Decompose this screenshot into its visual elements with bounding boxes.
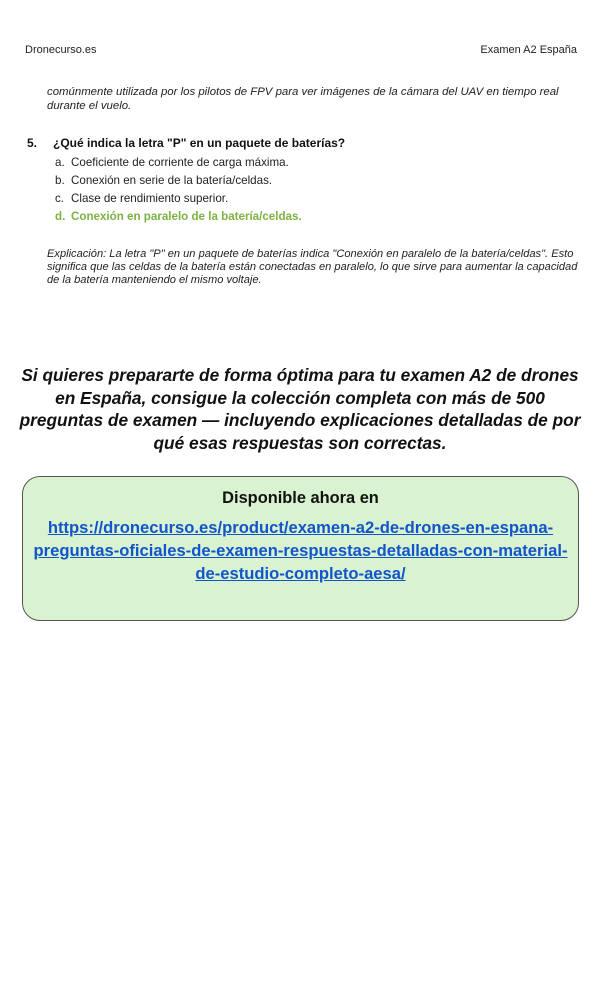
promo-text: Si quieres prepararte de forma óptima para tu examen A2 de drones en España, consigue la colección completa con más de 500 preguntas de examen — incluyendo explicaciones detalladas de por qué esas respuestas son correctas.	[19, 365, 581, 453]
header-site-name: Dronecurso.es	[25, 44, 97, 56]
answer-option-d-correct: d. Conexión en paralelo de la batería/celdas.	[55, 210, 302, 223]
header-doc-title: Examen A2 España	[480, 44, 577, 56]
answer-option-c: c. Clase de rendimiento superior.	[55, 192, 229, 205]
cta-box	[22, 476, 579, 621]
answer-explanation: Explicación: La letra "P" en un paquete de baterías indica "Conexión en paralelo de la batería/celdas". Esto significa que las celdas de la batería están conectadas en paralelo, lo que sirve para aumentar la capacidad de la batería manteniendo el mismo voltaje.	[47, 248, 578, 287]
question-number: 5.	[27, 136, 38, 150]
product-link[interactable]: https://dronecurso.es/product/examen-a2-de-drones-en-espana-preguntas-oficiales-de-examen-respuestas-detalladas-con-material-de-estudio-completo-aesa/	[33, 518, 568, 583]
answer-option-b: b. Conexión en serie de la batería/celdas.	[55, 174, 273, 187]
answer-options	[55, 154, 575, 226]
previous-explanation-continuation: comúnmente utilizada por los pilotos de FPV para ver imágenes de la cámara del UAV en tiempo real durante el vuelo.	[47, 86, 559, 112]
question-heading	[27, 136, 577, 150]
question-text: ¿Qué indica la letra "P" en un paquete de baterías?	[53, 136, 346, 150]
answer-option-a: a. Coeficiente de corriente de carga máxima.	[55, 156, 289, 169]
cta-title: Disponible ahora en	[222, 489, 379, 507]
